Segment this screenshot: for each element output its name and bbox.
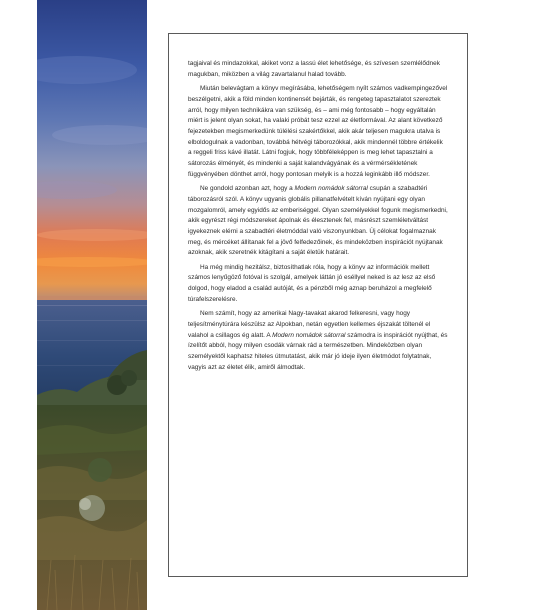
book-title-mention-2: Modern nomádok sátorral [272,331,346,339]
paragraph-2: Miután belevágtam a könyv megírásába, lehetőségem nyílt számos vadkempingezővel beszélgetni, akik a föld minden kontinensét bejárták, és rengeteg tapasztalatot szereztek arról, hogy milyen technikákra van szükség, és – ami még fontosabb – hogy egyáltalán miért is jelent olyan sokat, ha valaki próbát tesz ezzel az életformával. Az alant következő fejezetekben megismerkedünk túlélési szakértőkkel, akik akár teljesen magukra utalva is elboldogulnak a vadonban, továbbá hétvégi táborozókkal, akik mindennél többre értékelik a reggeli friss kávé illatát. Látni fogjuk, hogy többféleképpen is meg lehet tapasztalni a sátorozás élményét, és mindenki a saját kalandvágyának és a vérmérsékletének függvényében dönthet arról, hogy pontosan melyik is a hozzá leginkább illő módszer. [188,85,448,178]
paragraph-1: tagjaival és mindazokkal, akiket vonz a lassú élet lehetősége, és szívesen szemlélődnek magukban, miközben a világ zavartalanul halad tovább. [188,60,440,78]
paragraph-5-start: Nem számít, hogy az amerikai Nagy-tavakat akarod felkeresni, vagy hogy teljesítménytúrára készülsz az Alpokban, netán egyetlen kellemes éjszakát töltenél el valahol a csillagos ég alatt. A [188,310,431,339]
seaside-sunset-photo [37,0,147,610]
text-page [168,33,468,577]
article-body [188,59,448,377]
paragraph-3-rest: csupán a szabadtéri táborozásról szól. A könyv ugyanis globális pillanatfelvételt kíván nyújtani egy olyan mozgalomról, amely egyidős az emberiséggel. Olyan személyekkel fogunk megismerkedni, akik egyrészt régi módszereket ápolnak és élesztenek fel, másrészt szemléletváltást igyekeznek elérni a szabadtéri életmóddal való viszonyunkban. Új célokat fogalmaznak meg, és mércéket állítanak fel a jövő felfedezőinek, és mindeközben inspirációt nyújtanak azoknak, akik szeretnék kitágítani a saját életük határait. [188,185,448,257]
paragraph-3 [188,184,448,259]
paragraph-3-start: Ne gondold azonban azt, hogy a [200,185,295,193]
paragraph-5-rest: számodra is inspirációt nyújthat, és ízelítőt abból, hogy milyen csodák várnak rád a természetben. Mindeközben olyan személyektől kaphatsz hiteles útmutatást, akik már jó ideje ilyen életmódot folytatnak, vagyis azt az életet élik, amiről álmodtak. [188,331,448,371]
paragraph-4: Ha még mindig hezitálsz, biztosíthatlak róla, hogy a könyv az információk mellett számos lenyűgöző fotóval is szolgál, amelyek láttán jó eséllyel neked is az lesz az első dolgod, hogy eladod a család autóját, és a pénzből még aznap beruházol a megfelelő túrafelszerelésre. [188,263,436,303]
book-title-mention: Modern nomádok sátorral [294,185,368,193]
paragraph-5 [188,309,448,373]
photo-graphic [37,0,147,610]
